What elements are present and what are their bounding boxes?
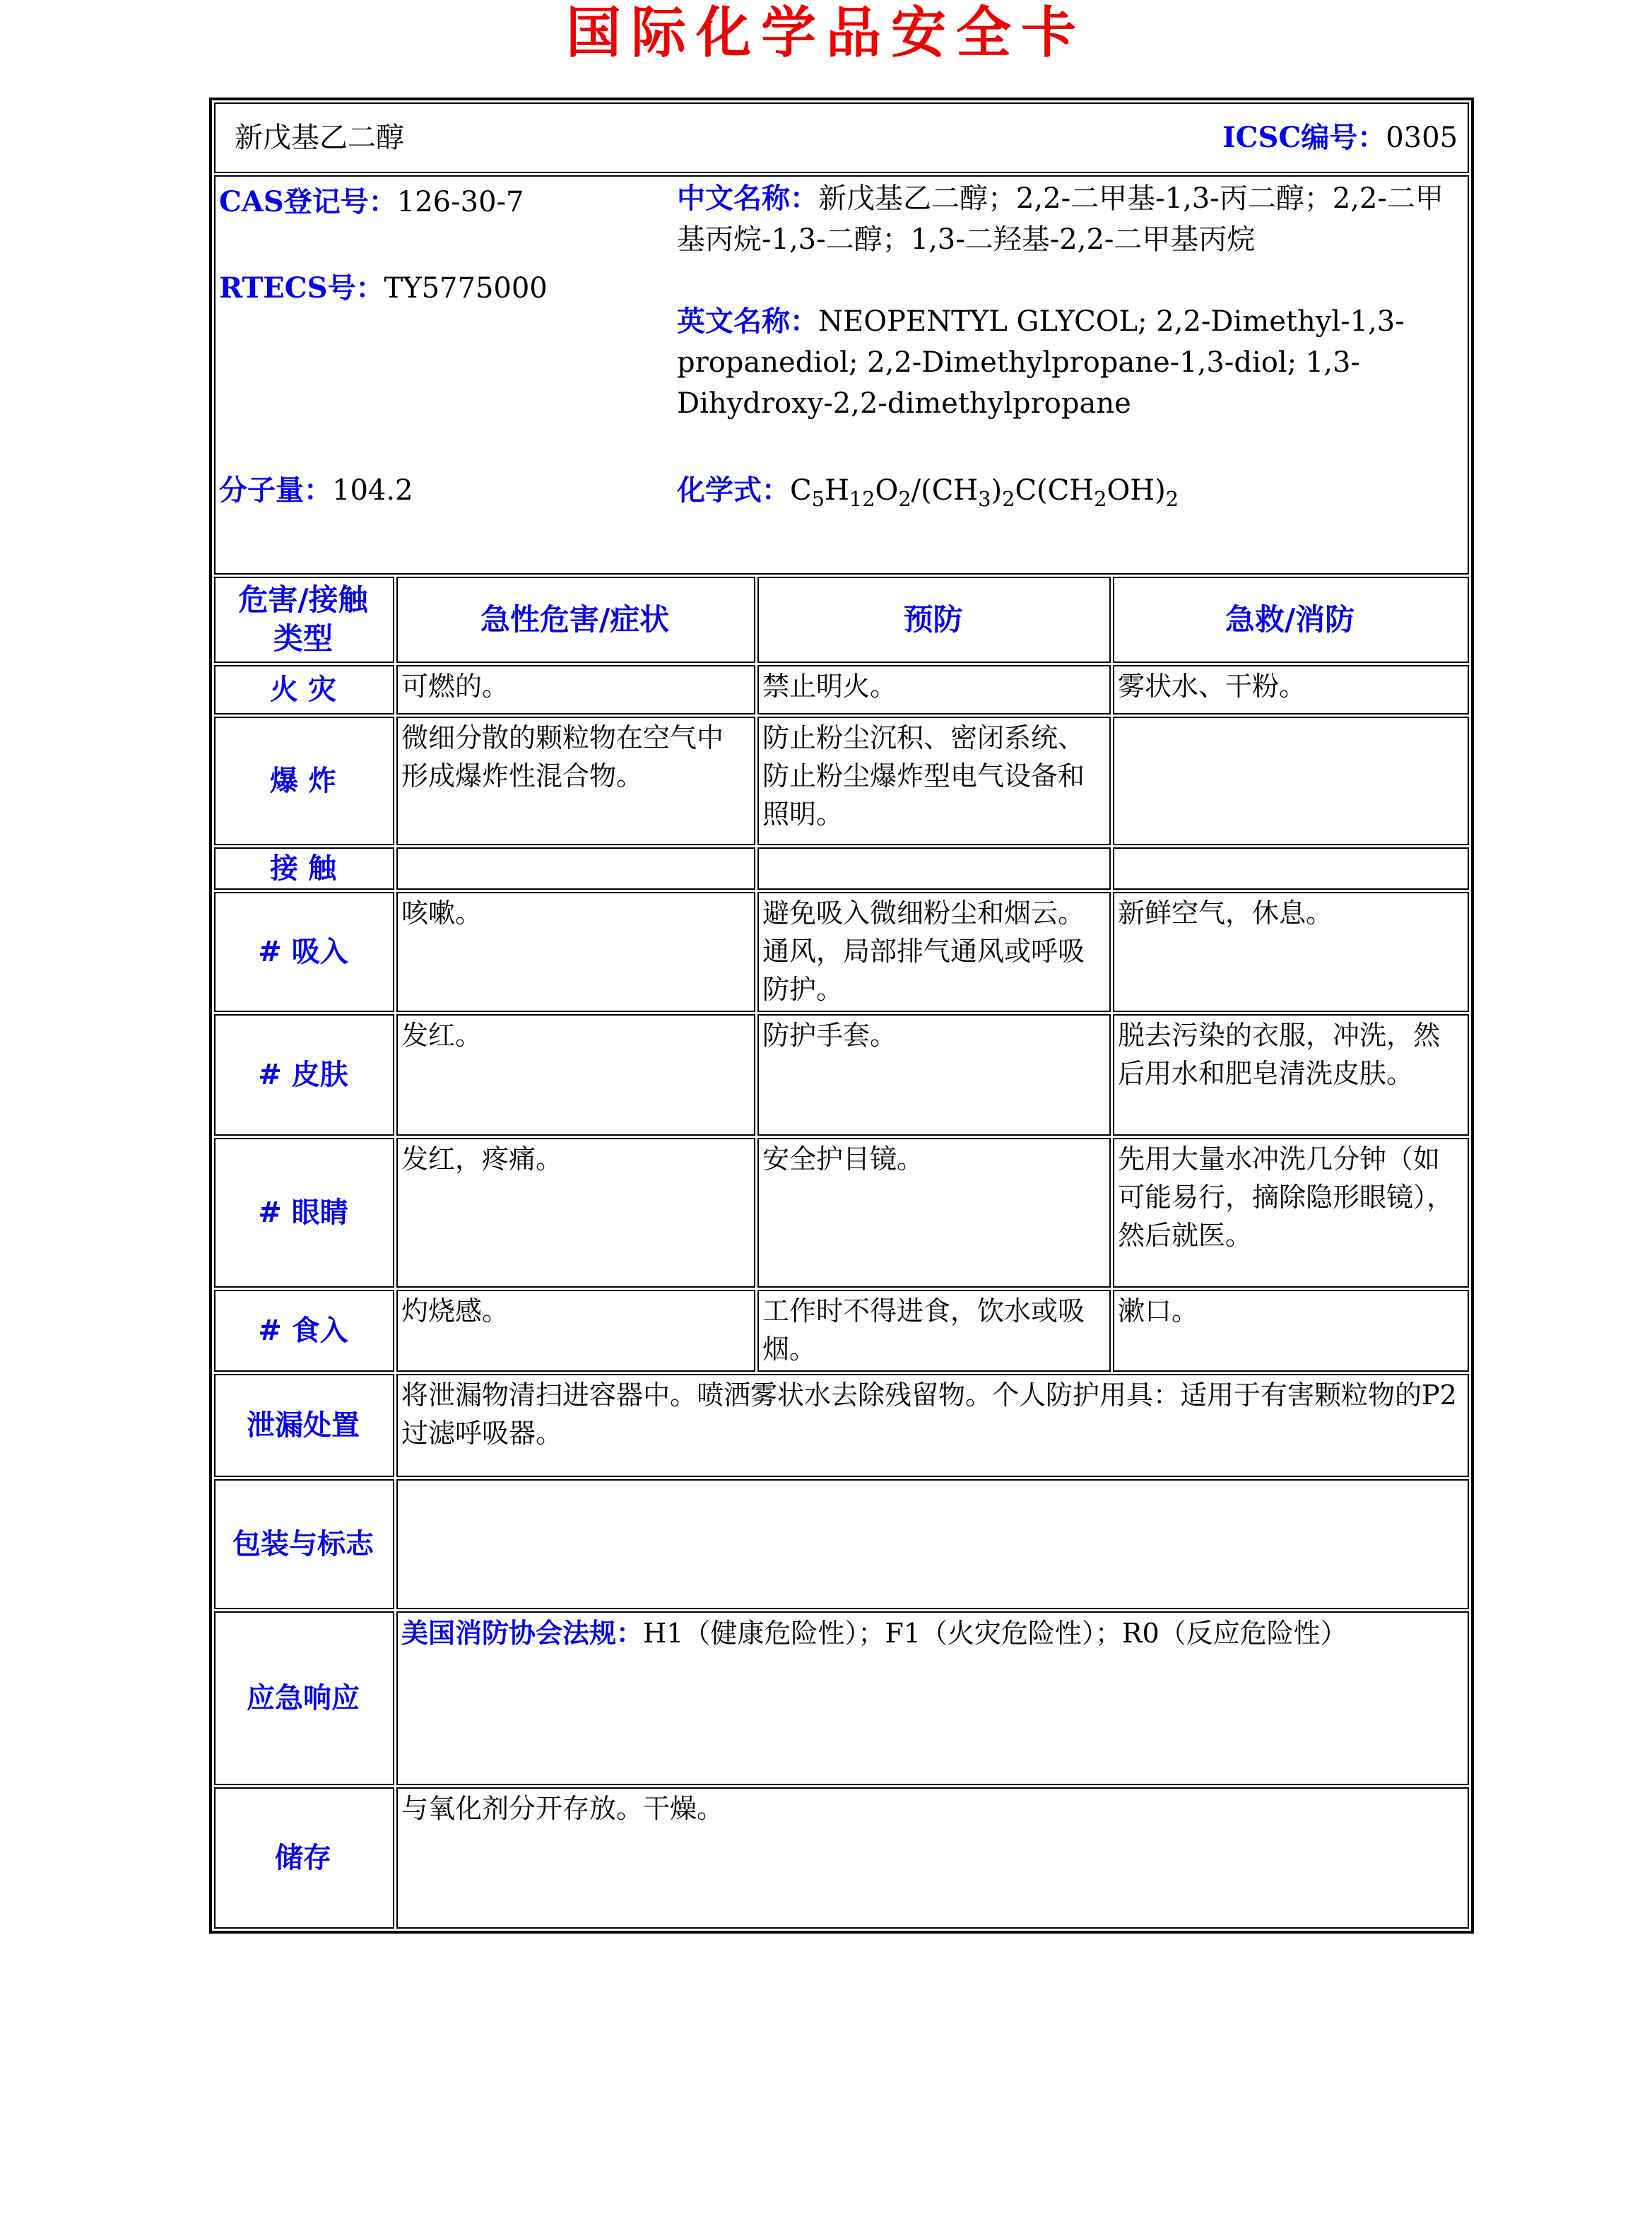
identity-row [214,175,1469,575]
header-hazard-type-line2: 类型 [273,621,333,656]
icsc-number-group [1222,118,1462,158]
icsc-label: ICSC编号： [1222,120,1386,154]
cas-label: CAS登记号： [219,185,397,218]
inhalation-response: 新鲜空气，休息。 [1113,892,1469,1012]
contact-prevention [757,847,1111,890]
contact-label: 接 触 [214,847,394,890]
skin-label: # 皮肤 [214,1014,394,1136]
nfpa-label: 美国消防协会法规： [401,1616,644,1649]
hazard-header-row [214,577,1469,663]
eyes-response: 先用大量水冲洗几分钟（如可能易行，摘除隐形眼镜），然后就医。 [1113,1138,1469,1288]
icsc-value: 0305 [1386,121,1458,154]
ingestion-symptom: 灼烧感。 [396,1290,755,1372]
mw-formula-row [219,471,1462,514]
explosion-prevention: 防止粉尘沉积、密闭系统、防止粉尘爆炸型电气设备和照明。 [757,717,1111,845]
identity-grid [219,178,1462,424]
emergency-label: 应急响应 [214,1611,394,1785]
identity-cell [214,175,1469,575]
english-names-value: NEOPENTYL GLYCOL; 2,2-Dimethyl-1,3-propanediol; 2,2-Dimethylpropane-1,3-diol; 1,3-Dihydroxy-2,2-dimethylpropane [677,305,1405,420]
rtecs-value: TY5775000 [384,272,548,305]
english-names-label: 英文名称： [677,305,818,338]
name-cell [214,102,1469,173]
cas-value: 126-30-7 [396,186,524,218]
icsc-card-table [209,98,1474,1934]
skin-response: 脱去污染的衣服，冲洗，然后用水和肥皂清洗皮肤。 [1113,1014,1469,1136]
chinese-names-line [677,178,1462,260]
contact-response [1113,847,1469,890]
row-spill [214,1374,1469,1477]
skin-prevention: 防护手套。 [757,1014,1111,1136]
fire-label: 火 灾 [214,665,394,715]
row-inhalation [214,892,1469,1012]
row-explosion [214,717,1469,845]
packaging-label: 包装与标志 [214,1479,394,1609]
spill-content: 将泄漏物清扫进容器中。喷洒雾状水去除残留物。个人防护用具：适用于有害颗粒物的P2过滤呼吸器。 [396,1374,1469,1477]
rtecs-line [219,269,677,308]
page-title: 国际化学品安全卡 [565,1,1086,65]
inhalation-symptom: 咳嗽。 [396,892,755,1012]
packaging-content [396,1479,1469,1609]
molecular-weight-line [219,471,677,514]
chemical-names [677,178,1462,424]
chinese-names-value: 新戊基乙二醇；2,2-二甲基-1,3-丙二醇；2,2-二甲基丙烷-1,3-二醇；1,3-二羟基-2,2-二甲基丙烷 [677,182,1444,256]
eyes-prevention: 安全护目镜。 [757,1138,1111,1288]
skin-symptom: 发红。 [396,1014,755,1136]
name-row [214,102,1469,173]
name-bar [219,118,1462,158]
header-first-aid: 急救/消防 [1113,577,1469,663]
registry-numbers [219,178,677,424]
contact-symptom [396,847,755,890]
eyes-label: # 眼睛 [214,1138,394,1288]
ingestion-label: # 食入 [214,1290,394,1372]
header-acute-hazards: 急性危害/症状 [396,577,755,663]
chemical-formula-line [677,471,1462,514]
explosion-response [1113,717,1469,845]
molecular-weight-value: 104.2 [332,474,413,507]
emergency-content [396,1611,1469,1785]
header-prevention: 预防 [757,577,1111,663]
spill-label: 泄漏处置 [214,1374,394,1477]
chemical-name: 新戊基乙二醇 [235,121,404,154]
row-contact [214,847,1469,890]
storage-label: 储存 [214,1787,394,1929]
storage-content: 与氧化剂分开存放。干燥。 [396,1787,1469,1929]
molecular-weight-label: 分子量： [219,474,332,507]
ingestion-prevention: 工作时不得进食，饮水或吸烟。 [757,1290,1111,1372]
fire-response: 雾状水、干粉。 [1113,665,1469,715]
fire-symptom: 可燃的。 [396,665,755,715]
explosion-label: 爆 炸 [214,717,394,845]
row-emergency [214,1611,1469,1785]
inhalation-label: # 吸入 [214,892,394,1012]
row-skin [214,1014,1469,1136]
row-ingestion [214,1290,1469,1372]
row-eyes [214,1138,1469,1288]
english-names-line [677,301,1462,424]
chinese-names-label: 中文名称： [677,182,818,215]
row-fire [214,665,1469,715]
nfpa-value: H1（健康危险性）；F1（火灾危险性）；R0（反应危险性） [643,1617,1347,1649]
chemical-formula-label: 化学式： [677,474,790,507]
icsc-page [0,1,1652,2217]
row-storage [214,1787,1469,1929]
chemical-formula-value: $C_5H_{12}O_2/(CH_3)_2C(CH_2OH)_2$ [790,474,1179,511]
fire-prevention: 禁止明火。 [757,665,1111,715]
header-hazard-type [214,577,394,663]
cas-line [219,182,677,222]
row-packaging [214,1479,1469,1609]
explosion-symptom: 微细分散的颗粒物在空气中形成爆炸性混合物。 [396,717,755,845]
rtecs-label: RTECS号： [219,271,384,305]
header-hazard-type-line1: 危害/接触 [238,582,368,618]
inhalation-prevention: 避免吸入微细粉尘和烟云。通风，局部排气通风或呼吸防护。 [757,892,1111,1012]
eyes-symptom: 发红，疼痛。 [396,1138,755,1288]
ingestion-response: 漱口。 [1113,1290,1469,1372]
